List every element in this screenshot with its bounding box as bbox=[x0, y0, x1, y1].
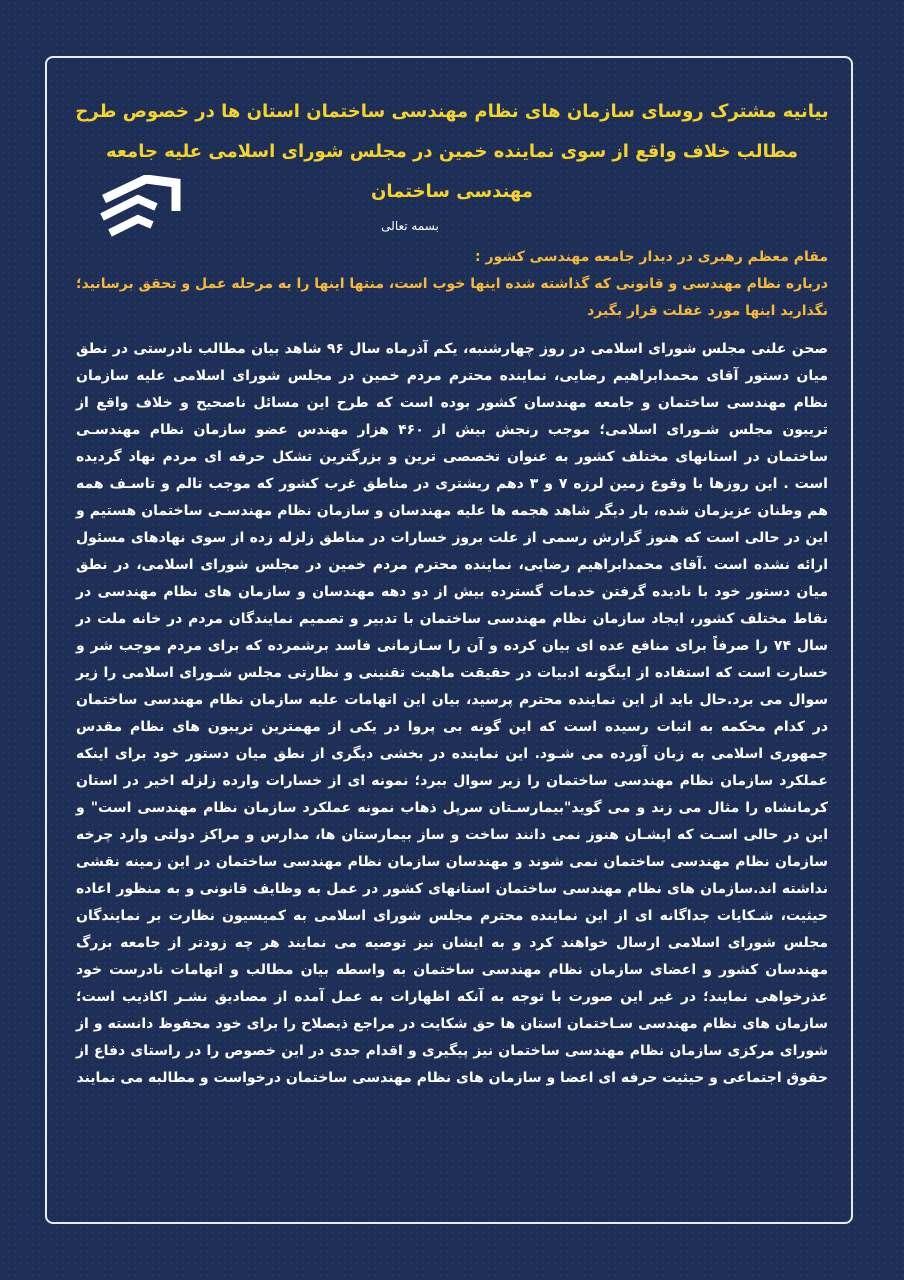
quote-intro: مقام معظم رهبری در دیدار جامعه مهندسی کشور : bbox=[475, 249, 828, 265]
engineering-organization-logo-icon bbox=[98, 175, 182, 241]
statement-headline: بیانیه مشترک روسای سازمان های نظام مهندسی ساختمان استان ها در خصوص طرح مطالب خلاف واقع از سوی نماینده خمین در مجلس شورای اسلامی علیه جامعه مهندسی ساختمان bbox=[75, 101, 829, 202]
statement-body: صحن علنی مجلس شورای اسلامی در روز چهارشنبه، یکم آذرماه سال ۹۶ شاهد بیان مطالب نادرستی در نطق میان دستور آقای محمدابراهیم رضایی، نماینده محترم مردم خمین در مجلس شورای اسلامی علیه سازمان نظام مهندسی ساختمان و جامعه مهندسان کشور بوده است که طرح این مسائل ناصحیح و خلاف واقع از تریبون مجلس شـورای اسلامی؛ موجب رنجش بیش از ۴۶۰ هزار مهندس عضو سازمان نظام مهندسـی ساختمان در استانهای مختلف کشور به عنوان تخصصی ترین و بزرگترین تشکل حرفه ای مردم نهاد گردیده است . این روزها با وقوع زمین لرزه ۷ و ۳ دهم ریشتری در مناطق غرب کشور که موجب تالم و تاسـف همه هم وطنان عزیزمان شده، بار دیگر شاهد هجمه ها علیه مهندسان و سازمان نظام مهندسـی ساختمان هستیم و این در حالی است که هنوز گزارش رسمی از علت بروز خسارات در مناطق زلزله زده از سوی نهادهای مسئول ارائه نشده است .آقای محمدابراهیم رضایی، نماینده محترم مردم خمین در مجلس شورای اسلامی، در نطق میان دستور خود با نادیده گرفتن خدمات گسترده بیش از دو دهه مهندسان و سازمان های نظام مهندسی در نقاط مختلف کشور، ایجاد سازمان نظام مهندسی ساختمان با تدبیر و تصمیم نمایندگان مردم در خانه ملت در سال ۷۴ را صرفاً برای منافع عده ای بیان کرده و آن را سـازمانی فاسد برشمرده که برای مردم موجب شر و خسارت است که استفاده از اینگونه ادبیات در حقیقت ماهیت تقنینی و نظارتی مجلس شـورای اسلامی را زیر سوال می برد.حال باید از این نماینده محترم پرسید، بیان این اتهامات علیه سازمان نظام مهندسی ساختمان در کدام محکمه به اثبات رسیده است که این گونه بی پروا در یکی از مهمترین تریبون های نظام مقدس جمهوری اسلامی به زبان آورده می شـود. این نماینده در بخشی دیگری از نطق میان دستور خود برای اینکه عملکرد سازمان نظام مهندسی ساختمان را زیر سوال ببرد؛ نمونه ای از خسارات وارده زلزله اخیر در استان کرمانشاه را مثال می زند و می گوید"بیمارسـتان سرپل ذهاب نمونه عملکرد سازمان نظام مهندسی است" و این در حالی اسـت که ایشـان هنوز نمی دانند ساخت و ساز بیمارستان ها، مدارس و مراکز دولتی وارد چرخه سازمان نظام مهندسی ساختمان نمی شوند و مهندسان سازمان نظام مهندسی ساختمان در این زمینه نقشی نداشته اند.سازمان های نظام مهندسی ساختمان استانهای کشور در عمل به وظایف قانونی و به منظور اعاده حیثیت، شـکایات جداگانه ای از این نماینده محترم مجلس شورای اسلامی به کمیسیون نظارت بر نمایندگان مجلس شورای اسلامی ارسال خواهند کرد و به ایشان نیز توصیه می نمایند هر چه زودتر از جامعه بزرگ مهندسان کشور و اعضای سازمان نظام مهندسی ساختمان به واسطه بیان مطالب و اتهامات نادرست خود عذرخواهی نمایند؛ در غیر این صورت با توجه به آنکه اظهارات به عمل آمده از مصادیق نشـر اکاذیب است؛ سازمان های نظام مهندسی سـاختمان استان ها حق شکایت در مراجع ذیصلاح را برای خود محفوظ دانسته و از شورای مرکزی سازمان نظام مهندسی ساختمان نیز پیگیری و اقدام جدی در این خصوص را در راستای دفاع از حقوق اجتماعی و حیثیت حرفه ای اعضا و سازمان های نظام مهندسی ساختمان درخواست و مطالبه می نمایند bbox=[76, 341, 829, 1086]
leader-quote bbox=[76, 244, 828, 325]
basmala: بسمه تعالی bbox=[381, 219, 439, 233]
quote-text: درباره نظام مهندسی و قانونی که گذاشته شده اینها خوب است، منتها اینها را به مرحله عمل و تحقق برسانید؛ نگذارید اینها مورد غفلت قرار بگیرد bbox=[76, 276, 828, 319]
